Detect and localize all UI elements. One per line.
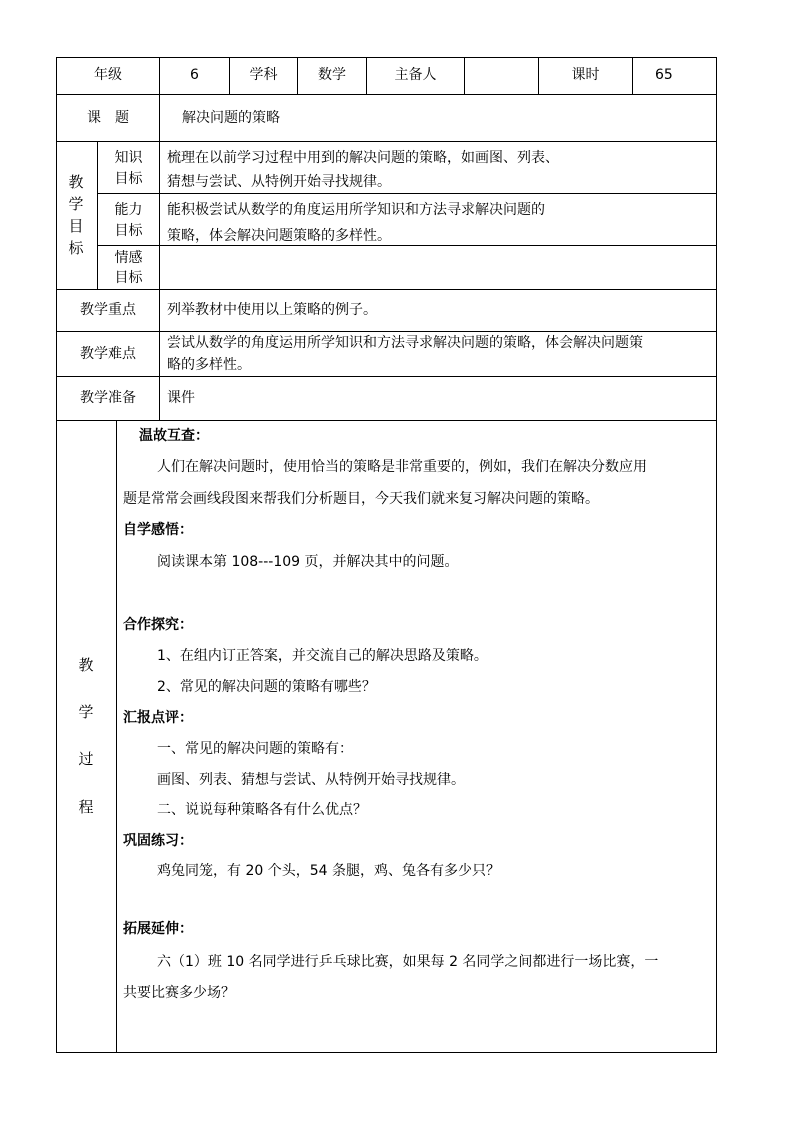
period-label: 课时	[571, 67, 600, 83]
goals-label-char: 学	[68, 195, 84, 213]
table-border-right	[716, 57, 717, 1053]
coop-item: 1、在组内订正答案，并交流自己的解决思路及策略。	[157, 648, 488, 664]
table-border-left	[56, 57, 57, 1053]
report-item: 二、说说每种策略各有什么优点？	[157, 802, 367, 818]
key-point-label: 教学重点	[80, 302, 136, 318]
preparation-label: 教学准备	[80, 390, 136, 406]
topic-value: 解决问题的策略	[182, 110, 280, 126]
process-label-char: 学	[78, 703, 94, 721]
period-value: 65	[655, 67, 673, 83]
knowledge-goal-text-2: 猜想与尝试、从特例开始寻找规律。	[167, 174, 391, 190]
col-divider	[464, 57, 465, 95]
preparer-label: 主备人	[394, 67, 437, 83]
process-label-char: 过	[78, 750, 94, 768]
table-border-bottom	[56, 1052, 717, 1053]
extend-text-line-1: 六（1）班 10 名同学进行乒乓球比赛，如果每 2 名同学之间都进行一场比赛，一	[157, 954, 659, 970]
preparation-value: 课件	[167, 390, 195, 406]
extend-text-line-2: 共要比赛多少场？	[123, 985, 235, 1001]
self-study-text: 阅读课本第 108---109 页，并解决其中的问题。	[157, 554, 459, 570]
ability-goal-text-1: 能积极尝试从数学的角度运用所学知识和方法寻求解决问题的	[167, 202, 545, 218]
col-divider	[632, 57, 633, 95]
review-paragraph-line-2: 题是常常会画线段图来帮我们分析题目，今天我们就来复习解决问题的策略。	[123, 491, 599, 507]
subject-label: 学科	[249, 67, 278, 83]
practice-text: 鸡兔同笼，有 20 个头，54 条腿，鸡、兔各有多少只？	[157, 863, 500, 879]
grade-value: 6	[190, 67, 199, 83]
coop-heading: 合作探究：	[123, 617, 193, 633]
goals-label-char: 教	[68, 173, 84, 191]
extend-heading: 拓展延伸：	[123, 921, 193, 937]
ability-goal-label-1: 能力	[114, 202, 143, 218]
row-divider	[56, 376, 717, 377]
process-label-char: 教	[78, 656, 94, 674]
report-heading: 汇报点评：	[123, 710, 193, 726]
knowledge-goal-label-2: 目标	[114, 171, 143, 187]
practice-heading: 巩固练习：	[123, 833, 193, 849]
subject-value: 数学	[318, 67, 346, 83]
self-study-heading: 自学感悟：	[123, 522, 193, 538]
review-paragraph-line-1: 人们在解决问题时，使用恰当的策略是非常重要的，例如，我们在解决分数应用	[157, 459, 647, 475]
row-divider	[56, 420, 717, 421]
row-divider	[56, 331, 717, 332]
ability-goal-label-2: 目标	[114, 223, 143, 239]
report-item: 一、常见的解决问题的策略有：	[157, 741, 353, 757]
row-divider	[56, 289, 717, 290]
difficulty-label: 教学难点	[80, 346, 136, 362]
table-border-top	[56, 57, 717, 58]
review-heading: 温故互查：	[139, 428, 209, 444]
goals-label-char: 标	[68, 239, 84, 257]
row-divider	[97, 193, 717, 194]
coop-item: 2、常见的解决问题的策略有哪些？	[157, 679, 376, 695]
emotion-goal-label-2: 目标	[114, 270, 143, 286]
row-divider	[56, 94, 717, 95]
col-divider	[116, 420, 117, 1053]
emotion-goal-label-1: 情感	[114, 250, 143, 266]
report-item-detail: 画图、列表、猜想与尝试、从特例开始寻找规律。	[157, 772, 465, 788]
ability-goal-text-2: 策略，体会解决问题策略的多样性。	[167, 228, 391, 244]
topic-label: 课 题	[87, 110, 129, 126]
process-label-char: 程	[78, 798, 94, 816]
difficulty-text-1: 尝试从数学的角度运用所学知识和方法寻求解决问题的策略，体会解决问题策	[167, 335, 643, 351]
row-divider	[97, 245, 717, 246]
key-point-value: 列举教材中使用以上策略的例子。	[167, 302, 377, 318]
grade-label: 年级	[94, 67, 122, 83]
goals-label-char: 目	[68, 217, 84, 235]
knowledge-goal-label-1: 知识	[114, 150, 143, 166]
col-divider	[159, 57, 160, 421]
difficulty-text-2: 略的多样性。	[167, 357, 251, 373]
knowledge-goal-text-1: 梳理在以前学习过程中用到的解决问题的策略，如画图、列表、	[167, 150, 559, 166]
row-divider	[56, 141, 717, 142]
